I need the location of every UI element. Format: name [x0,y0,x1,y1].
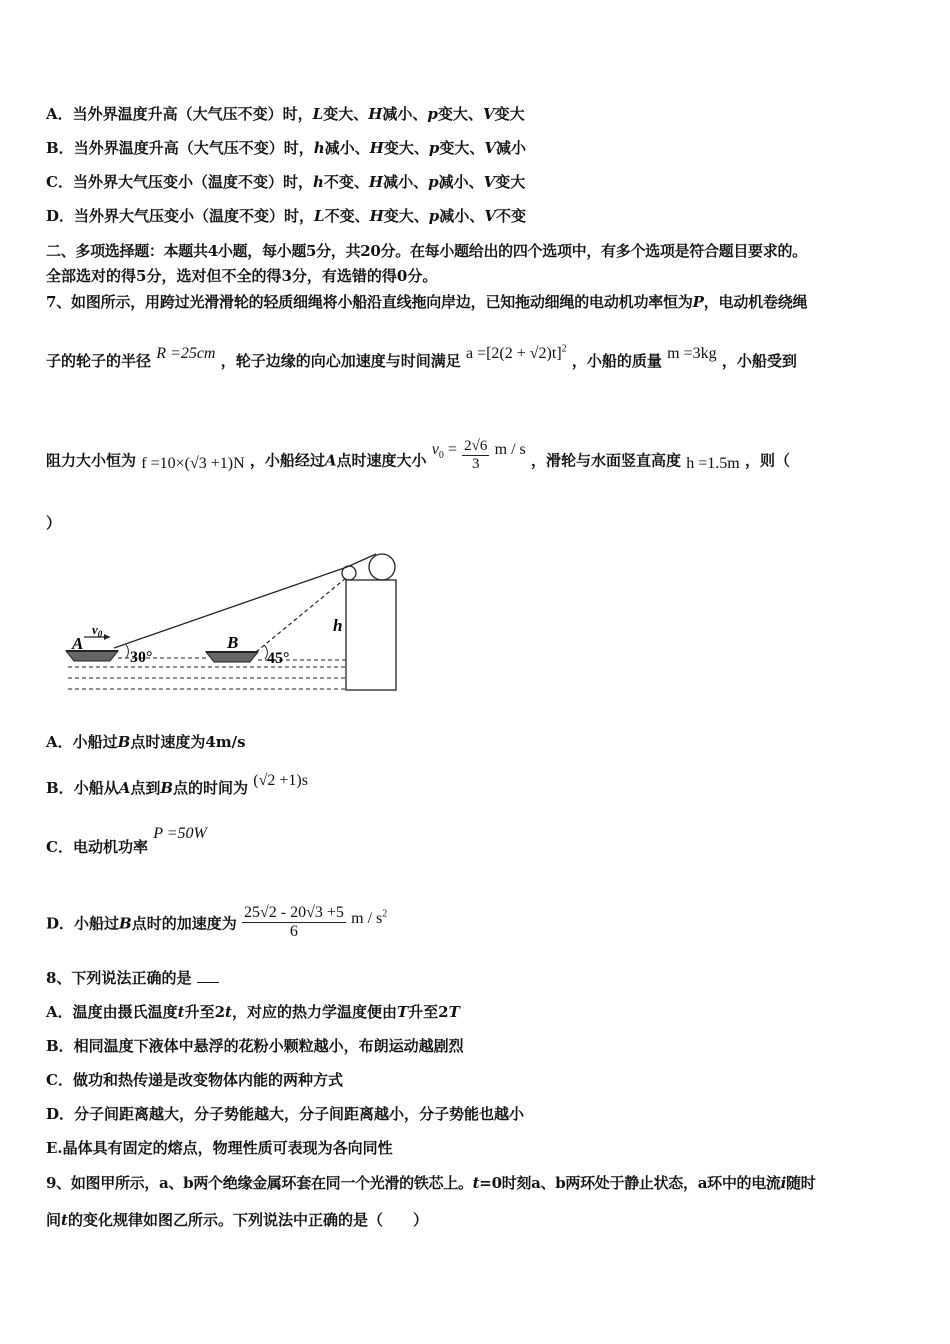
label-v0: $v_0$ [92,622,103,639]
rope-b-dashed [256,578,346,652]
boat-b [206,652,258,662]
angle-45: 45° [267,650,290,667]
q7-option-b: B．小船从A点到B点的时间为 (√2 +1)s [46,772,308,797]
q8-stem: 8、下列说法正确的是 [46,967,219,988]
q7-option-d: D．小船过B点时的加速度为 $\frac{25√2 - 20√3 +5}{6}$ m / $s^2$ [46,904,388,940]
q7-stem-line3: 阻力大小恒为 f =10×(√3 +1)N ，小船经过A点时速度大小 $v_0$ = $\frac{2√6}{3}$ m / s ，滑轮与水面竖直高度 h =1.5m ，则（ [46,438,790,472]
q6-option-b: B．当外界温度升高（大气压不变）时，h减小、H变大、p变大、V减小 [46,139,526,157]
label-h: h [333,616,343,635]
q8-option-a: A．温度由摄氏温度t升至2t，对应的热力学温度便由T升至2T [46,1003,460,1021]
mass-expression: m =3kg [667,345,717,362]
q8-option-c: C．做功和热传递是改变物体内能的两种方式 [46,1071,343,1089]
q6-option-d: D．当外界大气压变小（温度不变）时，L不变、H变大、p减小、V不变 [46,207,526,225]
q9-stem-line1: 9、如图甲所示，a、b两个绝缘金属环套在同一个光滑的铁芯上。t=0时刻a、b两环处于静止状态，a环中的电流i随时 [46,1174,816,1192]
power-expression: P =50W [153,825,207,842]
time-expression: (√2 +1)s [253,772,308,789]
angle-30: 30° [130,649,153,666]
acceleration-fraction: $\frac{25√2 - 20√3 +5}{6}$ [243,904,344,940]
q7-figure [46,545,406,695]
q7-stem-line2: 子的轮子的半径 R =25cm ，轮子边缘的向心加速度与时间满足 $a =[2(2 + √2)t]^2$ ，小船的质量 m =3kg ，小船受到 [46,343,797,370]
q7-option-c: C．电动机功率 P =50W [46,825,207,856]
label-a: A [72,634,84,653]
resistance-expression: f =10×(√3 +1)N [141,454,245,472]
answer-blank [197,982,219,983]
q7-stem-line4: ） [46,514,62,532]
q8-option-b: B．相同温度下液体中悬浮的花粉小颗粒越小，布朗运动越剧烈 [46,1037,464,1055]
height-expression: h =1.5m [686,454,740,472]
q7-stem-line1: 7、如图所示，用跨过光滑滑轮的轻质细绳将小船沿直线拖向岸边，已知拖动细绳的电动机功率恒为P，电动机卷绕绳 [46,293,808,311]
q6-option-c: C．当外界大气压变小（温度不变）时，h不变、H减小、p减小、V变大 [46,173,526,191]
q8-option-e: E.晶体具有固定的熔点，物理性质可表现为各向同性 [46,1139,393,1157]
v0-fraction: $\frac{2√6}{3}$ [464,438,488,472]
radius-expression: R =25cm [156,345,216,362]
tower [346,580,396,690]
acceleration-expression: $a =[2(2 + √2)t]^2$ [465,343,567,362]
q8-option-d: D．分子间距离越大，分子势能越大，分子间距离越小，分子势能也越小 [46,1105,525,1123]
q6-option-a: A．当外界温度升高（大气压不变）时，L变大、H减小、p变大、V变大 [46,105,525,123]
motor-wheel [369,554,395,580]
section2-heading: 二、多项选择题：本题共4小题，每小题5分，共20分。在每小题给出的四个选项中，有多个选项是符合题目要求的。 [46,242,807,260]
q7-option-a: A．小船过B点时速度为4m/s [46,733,246,751]
v0-expression: $v_0$ = [431,440,457,461]
section2-scoring: 全部选对的得5分，选对但不全的得3分，有选错的得0分。 [46,267,438,285]
q9-stem-line2: 间t的变化规律如图乙所示。下列说法中正确的是（ ） [46,1211,428,1229]
label-b: B [227,633,239,652]
